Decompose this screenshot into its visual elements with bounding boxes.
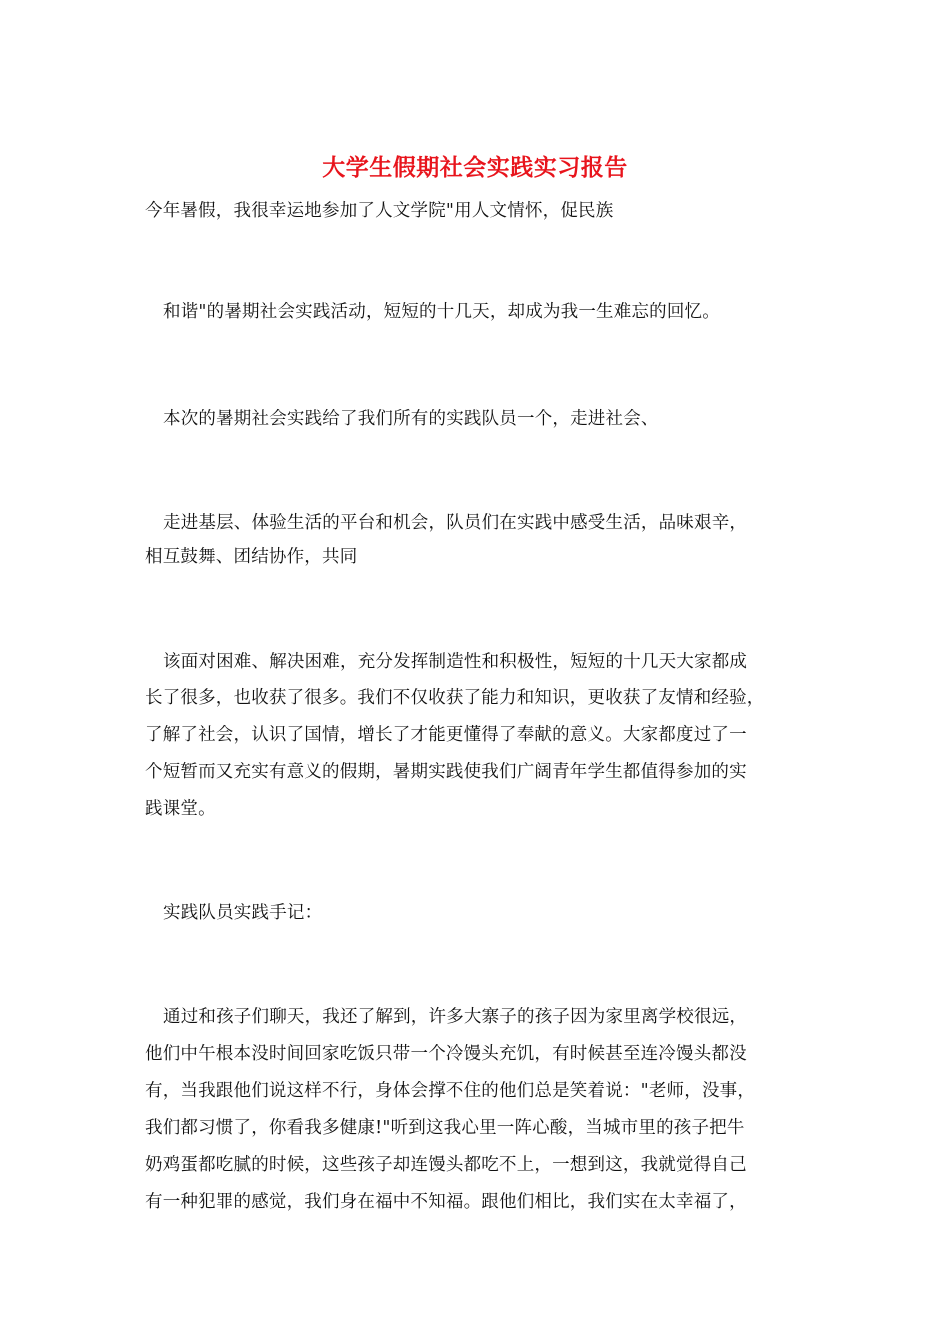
text-line: 本次的暑期社会实践给了我们所有的实践队员一个，走进社会、	[163, 409, 659, 429]
text-line: 今年暑假，我很幸运地参加了人文学院"用人文情怀，促民族	[145, 201, 614, 221]
text-line: 践课堂。	[145, 799, 216, 819]
text-line: 有一种犯罪的感觉，我们身在福中不知福。跟他们相比，我们实在太幸福了，	[145, 1192, 747, 1212]
text-line: 该面对困难、解决困难，充分发挥制造性和积极性，短短的十几天大家都成	[163, 652, 748, 672]
text-line: 长了很多，也收获了很多。我们不仅收获了能力和知识，更收获了友情和经验，	[145, 688, 765, 708]
text-line: 奶鸡蛋都吃腻的时候，这些孩子却连馒头都吃不上，一想到这，我就觉得自己	[145, 1155, 747, 1175]
text-line: 实践队员实践手记：	[163, 903, 323, 923]
text-line: 走进基层、体验生活的平台和机会，队员们在实践中感受生活，品味艰辛，	[163, 513, 748, 533]
text-line: 和谐"的暑期社会实践活动，短短的十几天，却成为我一生难忘的回忆。	[163, 302, 720, 322]
text-line: 有，当我跟他们说这样不行，身体会撑不住的他们总是笑着说："老师，没事，	[145, 1081, 756, 1101]
text-line: 他们中午根本没时间回家吃饭只带一个冷馒头充饥，有时候甚至连冷馒头都没	[145, 1044, 747, 1064]
text-line: 通过和孩子们聊天，我还了解到，许多大寨子的孩子因为家里离学校很远，	[163, 1007, 748, 1027]
text-line: 相互鼓舞、团结协作，共同	[145, 547, 358, 567]
document-title: 大学生假期社会实践实习报告	[322, 154, 628, 181]
text-line: 了解了社会，认识了国情，增长了才能更懂得了奉献的意义。大家都度过了一	[145, 725, 747, 745]
text-line: 我们都习惯了，你看我多健康!"听到这我心里一阵心酸，当城市里的孩子把牛	[145, 1118, 745, 1138]
text-line: 个短暂而又充实有意义的假期，暑期实践使我们广阔青年学生都值得参加的实	[145, 762, 747, 782]
